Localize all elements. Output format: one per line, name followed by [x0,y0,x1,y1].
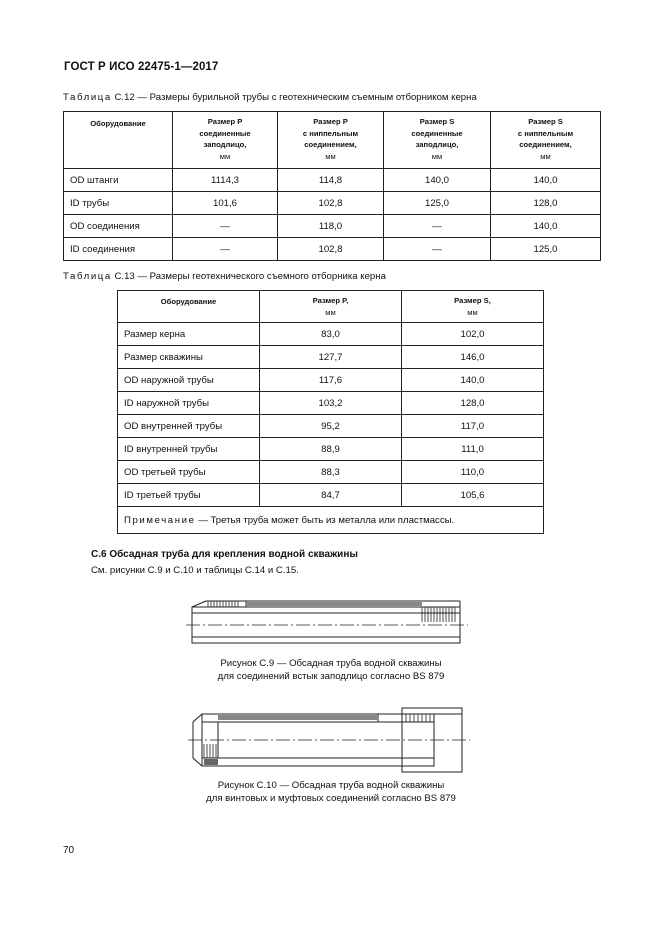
table-row [64,169,601,192]
table-cell: 127,7 [260,346,402,369]
table-note-label: Примечание [124,514,196,526]
page-number: 70 [63,845,75,856]
table-cell: 146,0 [402,346,544,369]
table-cell: OD внутренней трубы [118,415,260,438]
section-title: С.6 Обсадная труба для крепления водной скважины [91,549,358,560]
table-row [118,369,544,392]
table-cell: 117,0 [402,415,544,438]
table-row [118,415,544,438]
table-12 [63,111,601,261]
figure10-casing-pipe-drawing [188,700,470,774]
figure10-caption [166,779,496,805]
table-cell: 125,0 [384,192,491,215]
figure9-caption-line2: для соединений встык заподлицо согласно BS 879 [217,671,445,682]
table-cell: 84,7 [260,484,402,507]
table-13 [117,290,544,534]
table12-header-col: Размер P с ниппельным соединением, мм [278,112,384,169]
table-cell: 118,0 [278,215,384,238]
table12-header-col: Размер S с ниппельным соединением, мм [491,112,601,169]
table-cell: 128,0 [491,192,601,215]
table-row [118,484,544,507]
table-note [118,507,544,534]
table-cell: ID третьей трубы [118,484,260,507]
document-header: ГОСТ Р ИСО 22475-1—2017 [64,61,219,73]
figure9-casing-pipe-drawing [186,596,468,650]
table-cell: 101,6 [173,192,278,215]
table13-caption [63,271,386,282]
table-cell: OD третьей трубы [118,461,260,484]
table-cell: ID внутренней трубы [118,438,260,461]
table-cell: ID трубы [64,192,173,215]
table-cell: ID соединения [64,238,173,261]
section-text: См. рисунки С.9 и С.10 и таблицы С.14 и С.15. [91,565,299,576]
table-cell: 1114,3 [173,169,278,192]
figure9-caption [166,657,496,683]
table-row [118,392,544,415]
table-cell: — [384,238,491,261]
table-row [118,346,544,369]
table-row [64,192,601,215]
table-row [118,323,544,346]
table12-header-col: Размер P соединенные заподлицо, мм [173,112,278,169]
table13-caption-label: Таблица [63,271,112,282]
table-cell: 105,6 [402,484,544,507]
table13-header-col: Размер P, мм [260,291,402,323]
table-row [64,215,601,238]
table-cell: — [173,238,278,261]
table-row [64,238,601,261]
table-cell: 125,0 [491,238,601,261]
table-cell: 140,0 [402,369,544,392]
table-row [118,438,544,461]
table-cell: 102,8 [278,192,384,215]
figure9-caption-line1: Рисунок С.9 — Обсадная труба водной скважины [220,658,442,669]
table-cell: — [173,215,278,238]
table-cell: 102,8 [278,238,384,261]
table-cell: 88,3 [260,461,402,484]
table-cell: OD соединения [64,215,173,238]
table12-header-equipment: Оборудование [64,112,173,169]
table-cell: 110,0 [402,461,544,484]
table-cell: 111,0 [402,438,544,461]
table-cell: 88,9 [260,438,402,461]
table-cell: ID наружной трубы [118,392,260,415]
table13-header-col: Размер S, мм [402,291,544,323]
figure10-caption-line1: Рисунок С.10 — Обсадная труба водной скважины [217,780,445,791]
table12-caption-label: Таблица [63,92,112,103]
table-cell: 103,2 [260,392,402,415]
table-cell: 83,0 [260,323,402,346]
table-cell: — [384,215,491,238]
table-cell: Размер скважины [118,346,260,369]
table-cell: OD штанги [64,169,173,192]
table-cell: 95,2 [260,415,402,438]
table12-header-col: Размер S соединенные заподлицо, мм [384,112,491,169]
table-cell: 128,0 [402,392,544,415]
table-cell: OD наружной трубы [118,369,260,392]
table-note-row [118,507,544,534]
table-cell: 114,8 [278,169,384,192]
table13-caption-text: С.13 — Размеры геотехнического съемного отборника керна [111,271,386,282]
table-cell: Размер керна [118,323,260,346]
table-row [118,461,544,484]
table13-header-equipment: Оборудование [118,291,260,323]
table12-header-row [64,112,601,169]
table12-caption [63,92,477,103]
table-cell: 102,0 [402,323,544,346]
table12-caption-text: С.12 — Размеры бурильной трубы с геотехническим съемным отборником керна [111,92,477,103]
table-cell: 140,0 [491,169,601,192]
table-cell: 140,0 [491,215,601,238]
figure10-caption-line2: для винтовых и муфтовых соединений согласно BS 879 [206,793,456,804]
table-cell: 140,0 [384,169,491,192]
table13-header-row [118,291,544,323]
table-cell: 117,6 [260,369,402,392]
table-note-text: — Третья труба может быть из металла или пластмассы. [195,514,455,526]
